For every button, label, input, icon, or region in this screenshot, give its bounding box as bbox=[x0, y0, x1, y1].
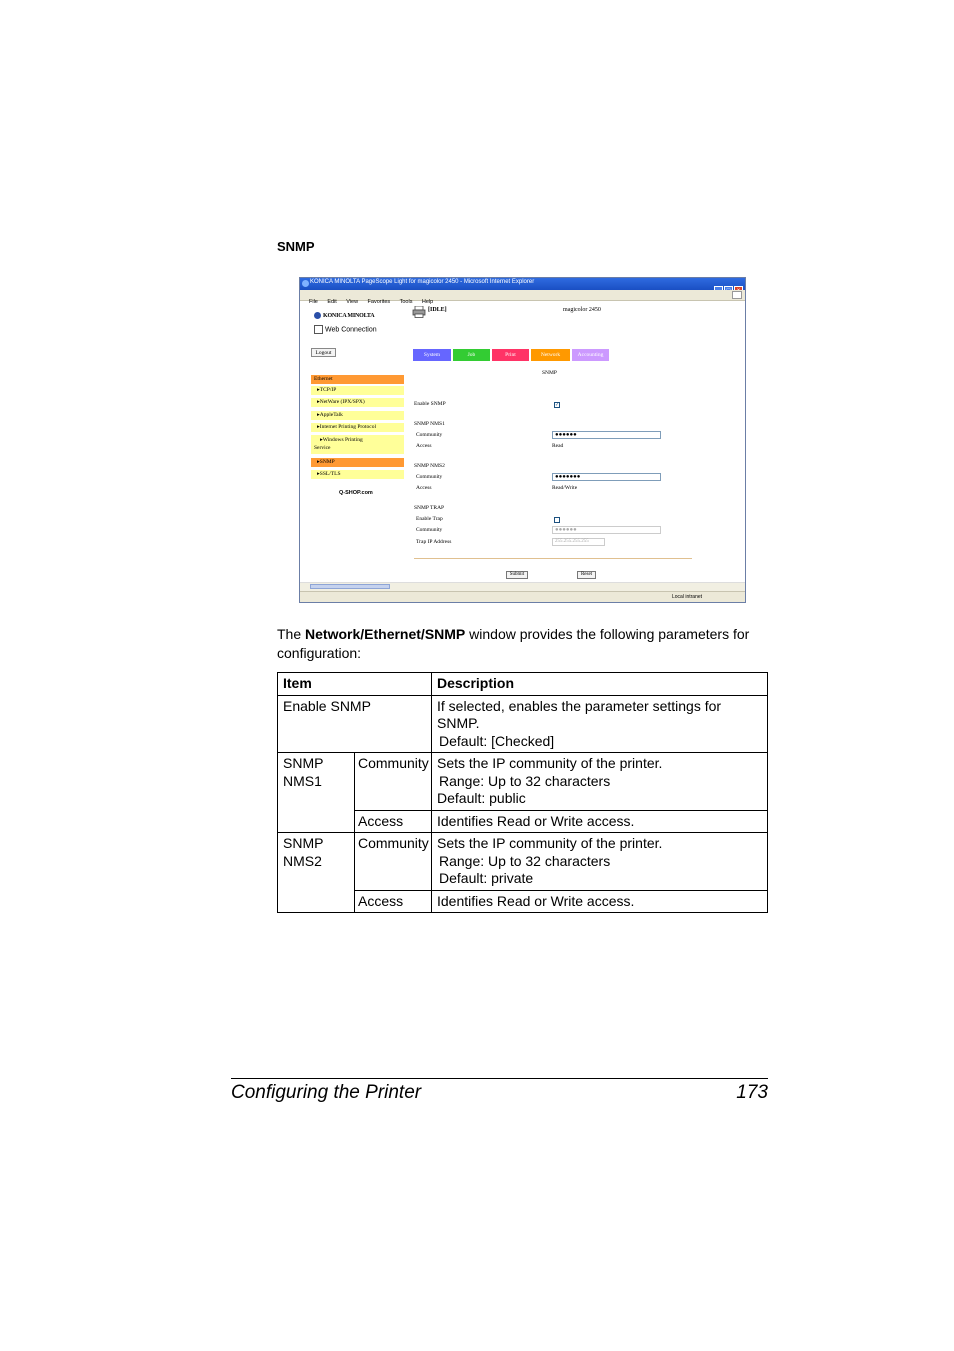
tab-network[interactable]: Network bbox=[531, 349, 570, 361]
submit-button[interactable]: Submit bbox=[506, 571, 528, 579]
table-row bbox=[278, 833, 768, 891]
tab-print[interactable]: Print bbox=[492, 349, 529, 361]
header-item: Item bbox=[278, 673, 432, 696]
trap-ip-input[interactable]: 255.255.255.255 bbox=[552, 538, 605, 546]
footer-rule bbox=[231, 1078, 768, 1079]
sidebar-item-tcpip[interactable]: ▸TCP/IP bbox=[311, 386, 404, 395]
footer-page-number: 173 bbox=[736, 1082, 768, 1103]
item-nms2-community: Community bbox=[355, 833, 432, 891]
menu-view[interactable]: View bbox=[346, 299, 359, 305]
ie-icon bbox=[302, 280, 309, 287]
printer-status: [IDLE] bbox=[428, 307, 447, 313]
nms1-heading: SNMP NMS1 bbox=[414, 421, 445, 427]
pagescope-logo-icon bbox=[314, 325, 323, 334]
desc-nms1-access: Identifies Read or Write access. bbox=[432, 810, 768, 833]
parameters-table bbox=[277, 672, 768, 913]
trap-community-input[interactable]: ●●●●●● bbox=[552, 526, 661, 534]
brand-logo: KONICA MINOLTA bbox=[314, 312, 374, 319]
sidebar-item-ssl[interactable]: ▸SSL/TLS bbox=[311, 470, 404, 479]
reset-button[interactable]: Reset bbox=[577, 571, 596, 579]
nms1-community-label: Community bbox=[416, 432, 443, 438]
konica-logo-icon bbox=[314, 312, 321, 319]
nms1-community-input[interactable]: ●●●●●● bbox=[552, 431, 661, 439]
tab-system[interactable]: System bbox=[413, 349, 451, 361]
browser-screenshot bbox=[299, 277, 746, 603]
sidebar-item-ethernet[interactable]: Ethernet bbox=[311, 375, 404, 384]
item-snmp-nms1: SNMP NMS1 bbox=[278, 753, 355, 833]
item-nms1-access: Access bbox=[355, 810, 432, 833]
nms2-access-value: Read/Write bbox=[552, 485, 578, 491]
status-bar bbox=[300, 591, 745, 603]
nms2-community-label: Community bbox=[416, 474, 443, 480]
sidebar-item-netware[interactable]: ▸NetWare (IPX/SPX) bbox=[311, 398, 404, 407]
printer-model: magicolor 2450 bbox=[563, 307, 601, 313]
menu-edit[interactable]: Edit bbox=[327, 299, 337, 305]
nms1-access-value: Read bbox=[552, 443, 564, 449]
trap-enable-checkbox[interactable] bbox=[554, 517, 560, 523]
sidebar-item-ipp[interactable]: ▸Internet Printing Protocol bbox=[311, 423, 404, 432]
menu-file[interactable]: File bbox=[309, 299, 318, 305]
section-heading: SNMP bbox=[277, 239, 315, 254]
horizontal-scrollbar[interactable] bbox=[300, 582, 745, 591]
desc-nms2-access: Identifies Read or Write access. bbox=[432, 890, 768, 913]
table-header-row bbox=[278, 673, 768, 696]
item-nms2-access: Access bbox=[355, 890, 432, 913]
menu-tools[interactable]: Tools bbox=[399, 299, 413, 305]
security-zone: Local intranet bbox=[672, 594, 703, 600]
menu-favorites[interactable]: Favorites bbox=[367, 299, 391, 305]
header-description: Description bbox=[432, 673, 768, 696]
window-titlebar bbox=[300, 278, 745, 290]
footer-chapter: Configuring the Printer bbox=[231, 1082, 422, 1103]
table-row bbox=[278, 695, 768, 753]
web-connection-logo: Web Connection bbox=[314, 325, 377, 334]
sidebar-item-snmp[interactable]: ▸SNMP bbox=[311, 458, 404, 467]
item-nms1-community: Community bbox=[355, 753, 432, 811]
desc-nms1-community: Sets the IP community of the printer. Range: Up to 32 characters Default: public bbox=[432, 753, 768, 811]
trap-ip-label: Trap IP Address bbox=[416, 539, 452, 545]
menu-bar bbox=[300, 290, 745, 305]
sidebar-item-appletalk[interactable]: ▸AppleTalk bbox=[311, 411, 404, 420]
desc-nms2-community: Sets the IP community of the printer. Range: Up to 32 characters Default: private bbox=[432, 833, 768, 891]
form-divider bbox=[414, 558, 692, 559]
intro-paragraph: The Network/Ethernet/SNMP window provides the following parameters for configuration: bbox=[277, 626, 750, 661]
qshop-link[interactable]: Q-SHOP.com bbox=[339, 490, 373, 496]
desc-enable-snmp: If selected, enables the parameter settings for SNMP. Default: [Checked] bbox=[432, 695, 768, 753]
item-enable-snmp: Enable SNMP bbox=[278, 695, 432, 753]
nms2-access-label: Access bbox=[416, 485, 432, 491]
enable-snmp-checkbox[interactable]: ✓ bbox=[555, 403, 560, 408]
trap-enable-label: Enable Trap bbox=[416, 516, 443, 522]
enable-snmp-label: Enable SNMP bbox=[414, 401, 446, 407]
logout-button[interactable]: Logout bbox=[311, 348, 336, 357]
item-snmp-nms2: SNMP NMS2 bbox=[278, 833, 355, 913]
page-title: SNMP bbox=[542, 370, 557, 376]
scrollbar-thumb[interactable] bbox=[310, 584, 390, 589]
nms1-access-label: Access bbox=[416, 443, 432, 449]
tab-job[interactable]: Job bbox=[453, 349, 490, 361]
table-row bbox=[278, 753, 768, 811]
menu-help[interactable]: Help bbox=[421, 299, 434, 305]
trap-heading: SNMP TRAP bbox=[414, 505, 445, 511]
windows-flag-icon bbox=[732, 291, 742, 299]
tab-accounting[interactable]: Accounting bbox=[572, 349, 609, 361]
page-content bbox=[300, 301, 745, 591]
sidebar-item-wps[interactable]: ▸Windows Printing Service bbox=[311, 435, 404, 454]
nms2-heading: SNMP NMS2 bbox=[414, 463, 445, 469]
nms2-community-input[interactable]: ●●●●●●● bbox=[552, 473, 661, 481]
window-title: KONICA MINOLTA PageScope Light for magicolor 2450 - Microsoft Internet Explorer bbox=[310, 279, 535, 285]
printer-icon bbox=[412, 306, 426, 318]
trap-community-label: Community bbox=[416, 527, 443, 533]
